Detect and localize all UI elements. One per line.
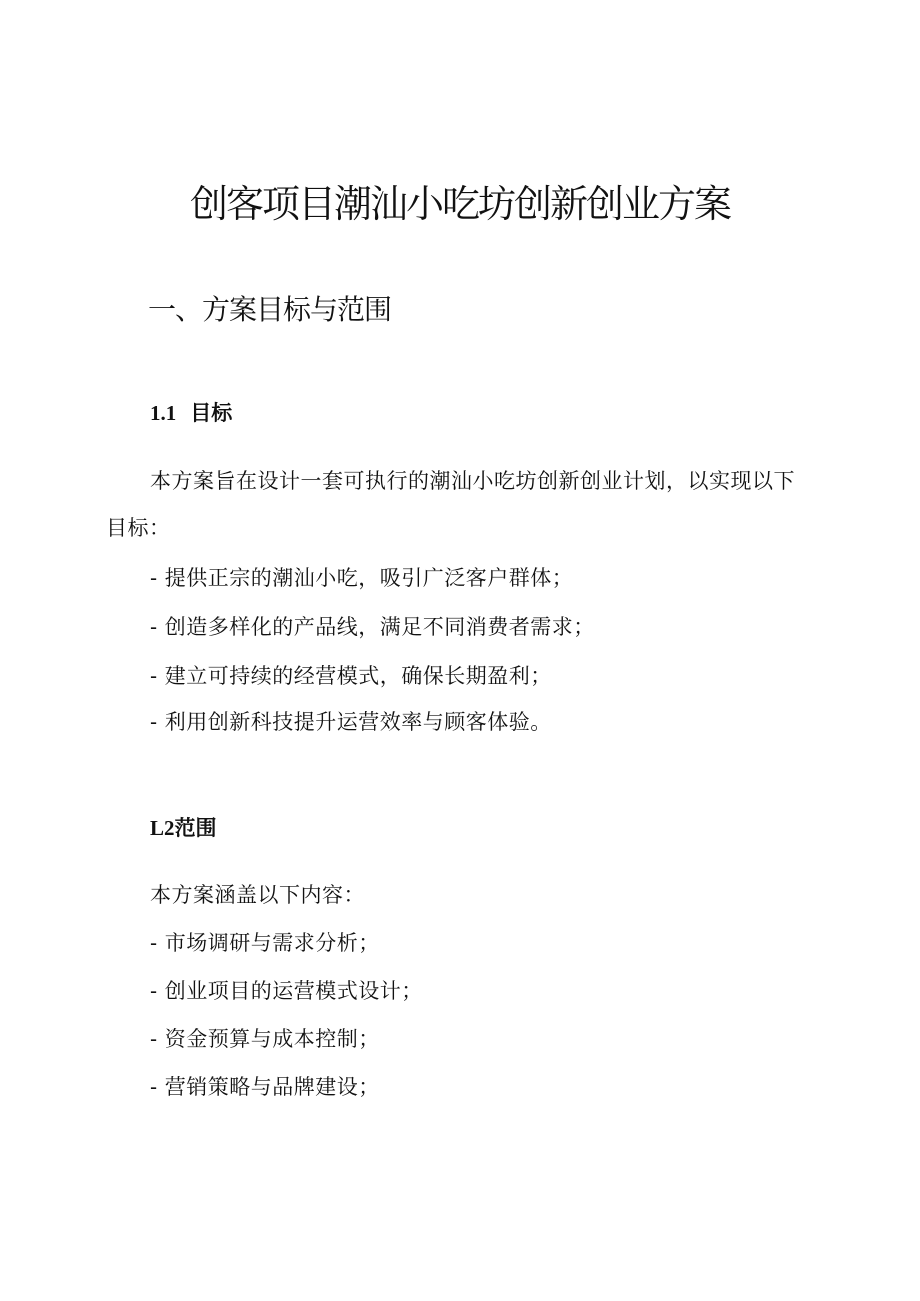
list-item: - 提供正宗的潮汕小吃，吸引广泛客户群体；	[150, 566, 574, 590]
section-heading-goals-scope: 一、方案目标与范围	[148, 293, 392, 326]
list-item: - 创业项目的运营模式设计；	[150, 979, 423, 1003]
list-item: - 营销策略与品牌建设；	[150, 1075, 380, 1099]
list-item: - 利用创新科技提升运营效率与顾客体验。	[150, 710, 552, 734]
scope-intro-text: 本方案涵盖以下内容：	[150, 883, 365, 907]
subsection-heading-goals	[150, 398, 232, 428]
document-title: 创客项目潮汕小吃坊创新创业方案	[189, 182, 730, 226]
list-item: - 建立可持续的经营模式，确保长期盈利；	[150, 664, 552, 688]
subsection-heading-scope: L2范围	[150, 816, 217, 840]
goals-intro-text: 本方案旨在设计一套可执行的潮汕小吃坊创新创业计划，以实现以下目标：	[106, 469, 795, 540]
list-item: - 市场调研与需求分析；	[150, 931, 380, 955]
list-item: - 创造多样化的产品线，满足不同消费者需求；	[150, 615, 595, 639]
subsection-label: 目标	[190, 401, 233, 425]
list-item: - 资金预算与成本控制；	[150, 1027, 380, 1051]
subsection-number: 1.1	[150, 401, 177, 425]
goals-intro-paragraph	[106, 458, 806, 552]
